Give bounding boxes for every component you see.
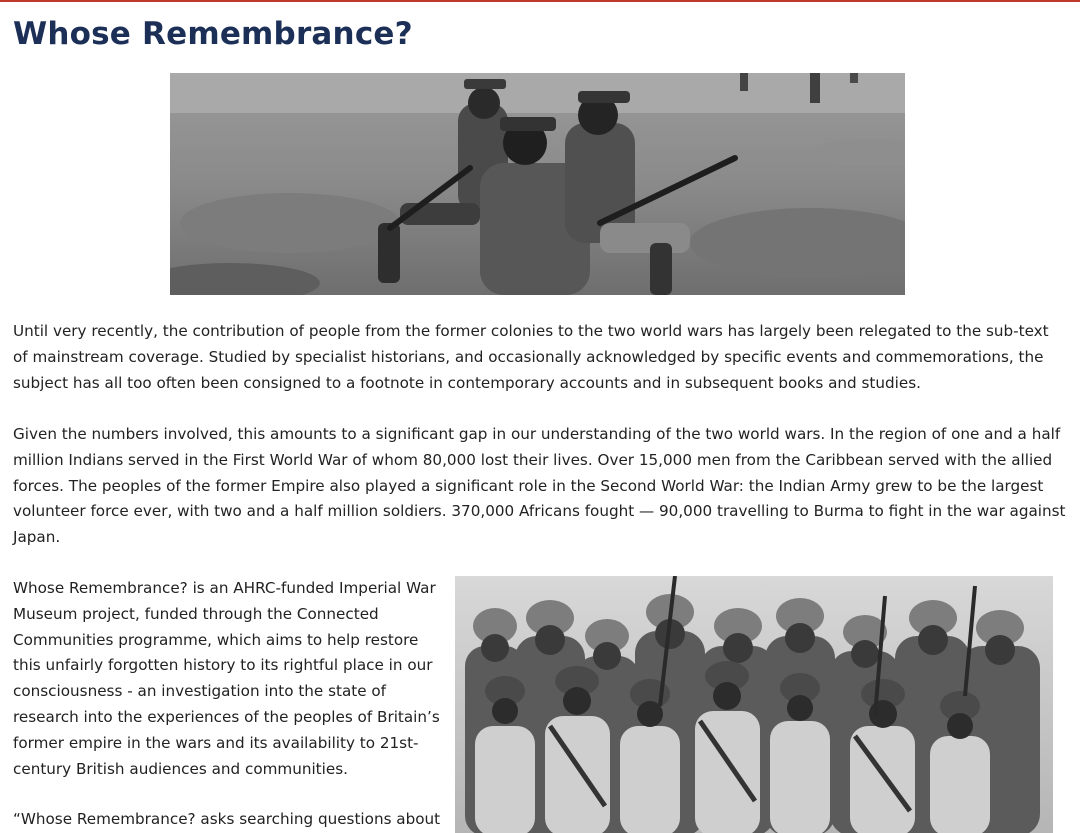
top-accent-rule [0, 0, 1080, 2]
intro-paragraph: Until very recently, the contribution of people from the former colonies to the two world wars has largely been relegated to the sub-text of mainstream coverage. Studied by specialist historians, and occasionally acknowledged by specific events and commemorations, the subject has all too often been consigned to a footnote in contemporary accounts and in subsequent books and studies. [13, 322, 1049, 392]
page-title: Whose Remembrance? [13, 16, 413, 52]
quote-paragraph: “Whose Remembrance? asks searching questions about [13, 810, 441, 828]
photo-group-icon [455, 576, 1053, 833]
project-paragraph: Whose Remembrance? is an AHRC-funded Imperial War Museum project, funded through the Connected Communities programme, which aims to help restore this unfairly forgotten history to its rightful place in our consciousness - an investigation into the state of research into the experiences of the peoples of Britain’s former empire in the wars and its availability to 21st-century British audiences and communities. [13, 579, 440, 778]
numbers-paragraph: Given the numbers involved, this amounts to a significant gap in our understanding of the two world wars. In the region of one and a half million Indians served in the First World War of whom 80,000 lost their lives. Over 15,000 men from the Caribbean served with the allied forces. The peoples of the former Empire also played a significant role in the Second World War: the Indian Army grew to be the largest volunteer force ever, with two and a half million soldiers. 370,000 Africans fought — 90,000 travelling to Burma to fight in the war against Japan. [13, 425, 1066, 547]
photo-soldiers-icon [170, 73, 905, 295]
